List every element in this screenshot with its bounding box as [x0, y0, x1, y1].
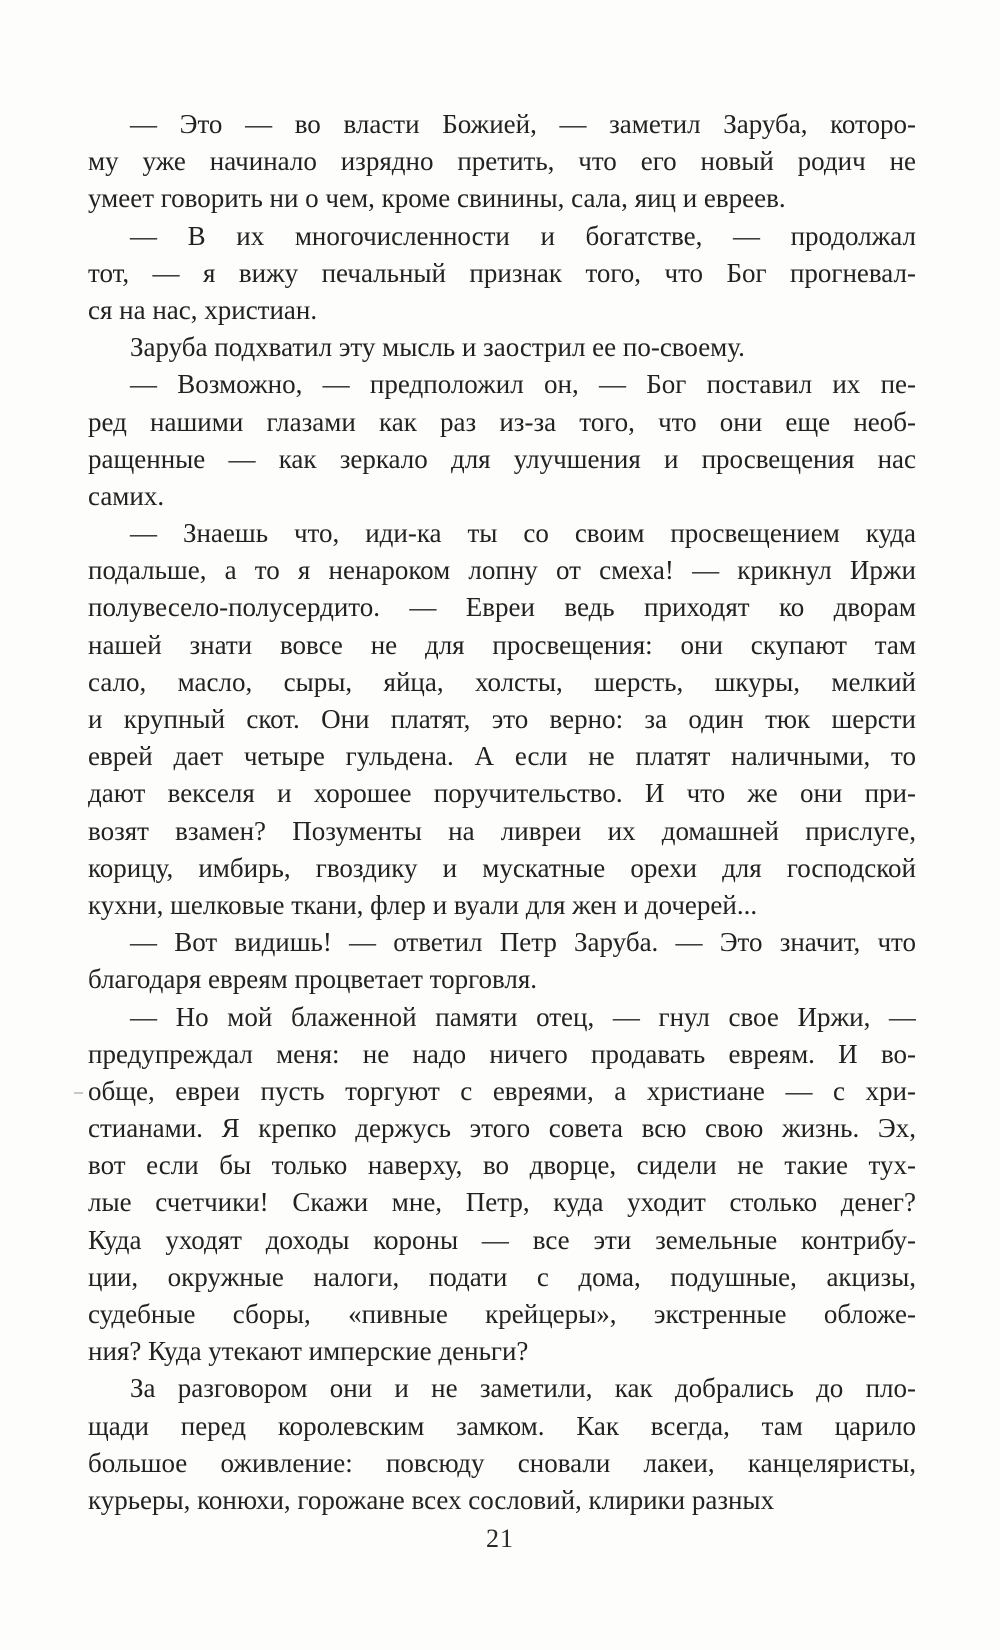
text-line: обще, евреи пусть торгуют с евреями, а христиане — с хри- — [88, 1075, 916, 1106]
text-line: вот если бы только наверху, во дворце, сидели не такие тух- — [88, 1150, 916, 1181]
scan-artifact-mark — [74, 1092, 83, 1094]
text-line: ния? Куда утекают имперские деньги? — [88, 1336, 529, 1367]
text-line: ся на нас, христиан. — [88, 294, 318, 325]
text-line: кухни, шелковые ткани, флер и вуали для жен и дочерей... — [88, 889, 758, 920]
text-line: полувесело-полусердито. — Евреи ведь приходят ко дворам — [88, 592, 916, 623]
text-line: лые счетчики! Скажи мне, Петр, куда уходит столько денег? — [88, 1187, 916, 1218]
text-line: — Знаешь что, иди-ка ты со своим просвещением куда — [130, 518, 916, 549]
text-line: предупреждал меня: не надо ничего продавать евреям. И во- — [88, 1038, 916, 1069]
text-line: ращенные — как зеркало для улучшения и просвещения нас — [88, 443, 916, 474]
text-line: — В их многочисленности и богатстве, — продолжал — [130, 220, 916, 251]
text-line: курьеры, конюхи, горожане всех сословий, клирики разных — [88, 1484, 775, 1515]
text-line: За разговором они и не заметили, как добрались до пло- — [130, 1373, 916, 1404]
text-line: и крупный скот. Они платят, это верно: за один тюк шерсти — [88, 704, 916, 734]
text-line: подальше, а то я ненароком лопну от смеха! — крикнул Иржи — [88, 555, 916, 586]
text-line: Заруба подхватил эту мысль и заострил ее по-своему. — [130, 332, 745, 363]
text-line: щади перед королевским замком. Как всегда, там царило — [88, 1410, 916, 1441]
text-line: нашей знати вовсе не для просвещения: они скупают там — [88, 629, 916, 660]
text-line: му уже начинало изрядно претить, что его новый родич не — [88, 146, 916, 177]
text-line: — Вот видишь! — ответил Петр Заруба. — Это значит, что — [130, 927, 916, 958]
page-text-block — [88, 106, 916, 1519]
text-line: судебные сборы, «пивные крейцеры», экстренные обложе- — [88, 1299, 916, 1329]
text-line: корицу, имбирь, гвоздику и мускатные орехи для господской — [88, 852, 916, 883]
text-line: еврей дает четыре гульдена. А если не платят наличными, то — [88, 741, 916, 772]
text-line: Куда уходят доходы короны — все эти земельные контрибу- — [88, 1224, 916, 1255]
text-line: умеет говорить ни о чем, кроме свинины, сала, яиц и евреев. — [88, 183, 786, 214]
text-line: большое оживление: повсюду сновали лакеи, канцеляристы, — [88, 1447, 916, 1478]
text-line: благодаря евреям процветает торговля. — [88, 964, 538, 995]
page-number: 21 — [486, 1524, 514, 1553]
text-line: — Это — во власти Божией, — заметил Заруба, которо- — [130, 109, 916, 139]
text-line: стианами. Я крепко держусь этого совета всю свою жизнь. Эх, — [88, 1113, 916, 1144]
text-line: — Возможно, — предположил он, — Бог поставил их пе- — [130, 369, 916, 400]
text-line: — Но мой блаженной памяти отец, — гнул свое Иржи, — — [130, 1001, 916, 1032]
text-line: возят взамен? Позументы на ливреи их домашней прислуге, — [88, 815, 916, 846]
text-line: ред нашими глазами как раз из-за того, что они еще необ- — [88, 406, 916, 437]
text-line: тот, — я вижу печальный признак того, что Бог прогневал- — [88, 257, 916, 288]
text-line: самих. — [88, 480, 165, 511]
text-line: сало, масло, сыры, яйца, холсты, шерсть, шкуры, мелкий — [88, 666, 916, 697]
text-line: ции, окружные налоги, подати с дома, подушные, акцизы, — [88, 1261, 916, 1292]
text-line: дают векселя и хорошее поручительство. И что же они при- — [88, 778, 916, 809]
